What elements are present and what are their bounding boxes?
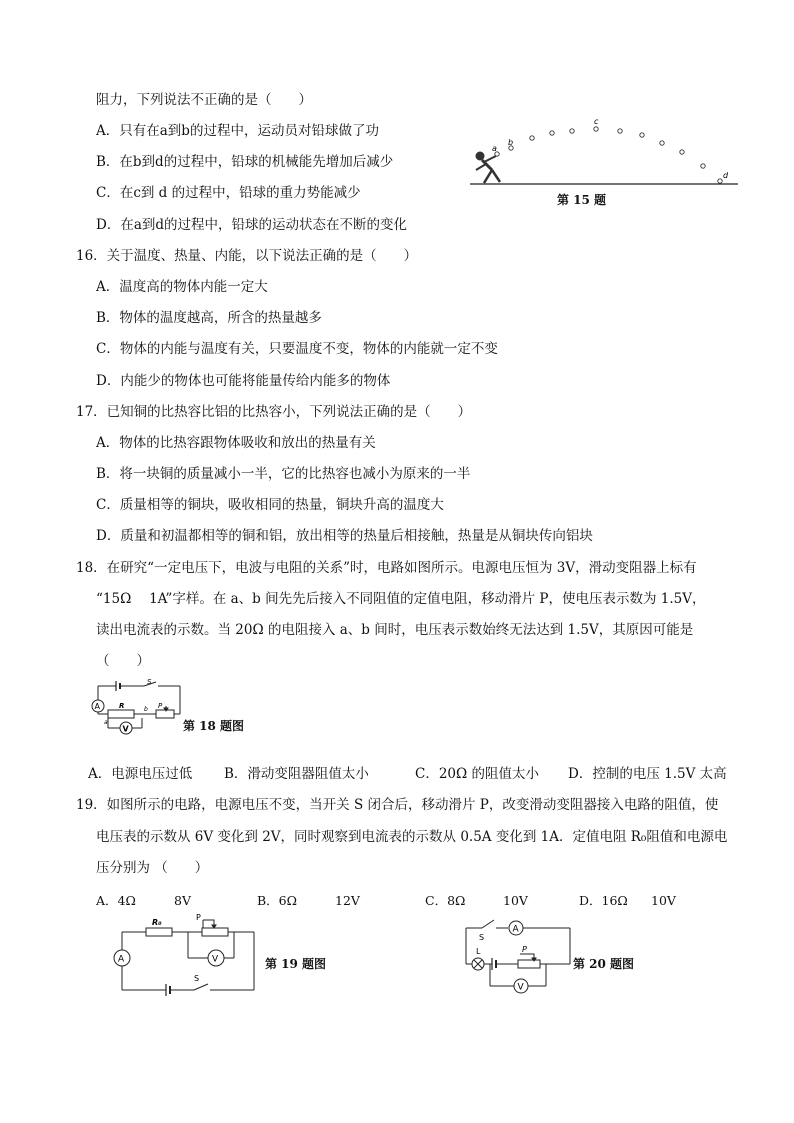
q19-option-b-label: B．6Ω <box>257 893 298 908</box>
q16-option-b: B．物体的温度越高，所含的热量越多 <box>96 310 322 326</box>
q18-option-b: B．滑动变阻器阻值太小 <box>224 766 369 782</box>
q20-caption: 第 20 题图 <box>573 957 635 971</box>
q15-shot-put-figure <box>470 110 740 190</box>
q18-resistor-label: R <box>119 702 125 710</box>
q18-stem-line-3: 读出电流表的示数。当 20Ω 的电阻接入 a、b 间时，电压表示数始终无法达到 1.5V，其原因可能是 <box>96 622 694 638</box>
q16-stem: 16．关于温度、热量、内能，以下说法正确的是（ ） <box>76 248 418 264</box>
q18-terminal-a-label: a <box>104 719 108 726</box>
q18-ammeter-label: A <box>94 702 100 711</box>
q18-stem-line-4: （ ） <box>96 653 150 669</box>
q19-option-d-label: D．16Ω <box>579 893 628 908</box>
point-b-label: b <box>508 138 514 147</box>
q19-voltmeter-label: V <box>212 954 219 965</box>
trajectory-points <box>495 127 722 183</box>
q19-r0-label: R₀ <box>152 918 162 927</box>
q19-option-d-value: 10V <box>651 893 676 908</box>
q18-voltmeter-label: V <box>122 724 129 734</box>
q15-option-b: B．在b到d的过程中，铅球的机械能先增加后减少 <box>96 154 394 170</box>
q18-slider-label: P <box>158 702 163 710</box>
q15-option-c: C．在c到 d 的过程中，铅球的重力势能减少 <box>96 185 361 201</box>
q19-option-c-label: C．8Ω <box>425 893 466 908</box>
q19-stem-line-2: 电压表的示数从 6V 变化到 2V，同时观察到电流表的示数从 0.5A 变化到 1A．定值电阻 R₀阻值和电源电 <box>96 829 728 845</box>
q18-option-c: C．20Ω 的阻值太小 <box>415 766 539 782</box>
q18-option-a: A．电源电压过低 <box>88 766 193 782</box>
q18-option-d: D．控制的电压 1.5V 太高 <box>568 766 727 782</box>
q18-circuit-diagram <box>88 680 188 750</box>
q17-option-d: D．质量和初温都相等的铜和铝，放出相等的热量后相接触，热量是从铜块传向铝块 <box>96 528 593 544</box>
point-d-label: d <box>723 171 729 180</box>
q15-stem-tail: 阻力，下列说法不正确的是（ ） <box>96 92 312 108</box>
q19-option-c-value: 10V <box>503 893 528 908</box>
q18-stem-line-1: 18．在研究“一定电压下，电波与电阻的关系”时，电路如图所示。电源电压恒为 3V，滑动变阻器上标有 <box>76 560 697 576</box>
q19-option-a-value: 8V <box>174 893 191 908</box>
q20-ammeter-label: A <box>512 924 519 935</box>
q18-caption: 第 18 题图 <box>183 719 245 733</box>
q19-stem-line-1: 19．如图所示的电路，电源电压不变，当开关 S 闭合后，移动滑片 P，改变滑动变阻器接入电路的阻值，使 <box>76 797 719 813</box>
q18-switch-label: S <box>147 678 152 686</box>
q19-option-a-label: A．4Ω <box>96 893 136 908</box>
q19-circuit-diagram <box>108 913 264 998</box>
q16-option-c: C．物体的内能与温度有关，只要温度不变，物体的内能就一定不变 <box>96 341 498 357</box>
q16-option-a: A．温度高的物体内能一定大 <box>96 279 268 295</box>
point-c-label: c <box>594 117 599 126</box>
q17-option-c: C．质量相等的铜块，吸收相同的热量，铜块升高的温度大 <box>96 497 444 513</box>
q17-stem: 17．已知铜的比热容比铝的比热容小，下列说法正确的是（ ） <box>76 404 472 420</box>
q20-lamp-label: L <box>476 947 481 956</box>
athlete-figure <box>476 152 500 183</box>
q20-voltmeter-label: V <box>517 982 524 993</box>
q19-option-b-value: 12V <box>335 893 360 908</box>
q19-slider-label: P <box>196 913 201 922</box>
point-a-label: a <box>492 144 497 153</box>
q15-option-d: D．在a到d的过程中，铅球的运动状态在不断的变化 <box>96 217 408 233</box>
q15-caption: 第 15 题 <box>557 193 607 207</box>
q20-slider-label: P <box>522 945 527 954</box>
q20-circuit-diagram <box>462 914 574 994</box>
q17-option-a: A．物体的比热容跟物体吸收和放出的热量有关 <box>96 435 376 451</box>
q18-stem-line-2: “15Ω 1A”字样。在 a、b 间先先后接入不同阻值的定值电阻，移动滑片 P，使电压表示数为 1.5V， <box>96 591 706 607</box>
q16-option-d: D．内能少的物体也可能将能量传给内能多的物体 <box>96 373 391 389</box>
q20-switch-label: S <box>479 933 485 942</box>
q15-option-a: A．只有在a到b的过程中，运动员对铅球做了功 <box>96 123 379 139</box>
q19-switch-label: S <box>194 974 200 983</box>
q19-ammeter-label: A <box>118 954 125 965</box>
q18-terminal-b-label: b <box>144 706 148 713</box>
q17-option-b: B．将一块铜的质量减小一半，它的比热容也减小为原来的一半 <box>96 466 471 482</box>
q19-caption: 第 19 题图 <box>265 957 327 971</box>
q19-stem-line-3: 压分别为 （ ） <box>96 860 209 876</box>
